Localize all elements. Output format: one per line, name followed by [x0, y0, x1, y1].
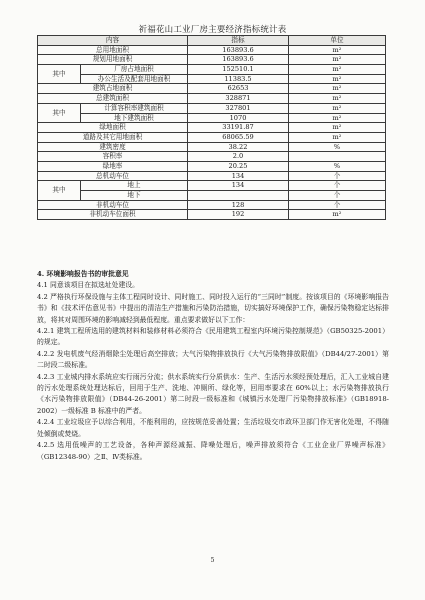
page-number: 5 [210, 557, 215, 564]
row-unit: 个 [289, 171, 386, 181]
table-row [38, 171, 386, 181]
row-name: 道路及其它用地面积 [38, 132, 188, 142]
table-row [38, 74, 386, 84]
row-name: 建筑密度 [38, 142, 188, 152]
row-unit: m² [289, 65, 386, 75]
row-name: 厂房占地面积 [81, 65, 188, 75]
paragraph-list [37, 280, 389, 463]
row-name: 非机动车位 [38, 200, 188, 210]
row-unit: m² [289, 55, 386, 65]
row-value: 134 [188, 171, 289, 181]
row-unit: m² [289, 84, 386, 94]
row-unit: m² [289, 210, 386, 220]
table-row [38, 55, 386, 65]
row-value: 328871 [188, 94, 289, 104]
row-name: 办公生活及配套用地面积 [81, 74, 188, 84]
section-heading: 4. 环境影响报告书的审批意见 [37, 270, 129, 278]
row-value: 11383.5 [188, 74, 289, 84]
row-group: 其中 [38, 103, 81, 122]
table-row [38, 210, 386, 220]
row-value: 62653 [188, 84, 289, 94]
row-unit: % [289, 142, 386, 152]
row-value: 152510.1 [188, 65, 289, 75]
row-group: 其中 [38, 65, 81, 84]
table-row [38, 142, 386, 152]
row-unit: % [289, 161, 386, 171]
row-value: 327801 [188, 103, 289, 113]
row-name: 计算容积率建筑面积 [81, 103, 188, 113]
row-value: 163893.6 [188, 45, 289, 55]
row-value: 2.0 [188, 152, 289, 162]
row-name: 建筑占地面积 [38, 84, 188, 94]
row-name: 容积率 [38, 152, 188, 162]
row-value: 68065.59 [188, 132, 289, 142]
row-name: 非机动车位面积 [38, 210, 188, 220]
row-name: 总机动车位 [38, 171, 188, 181]
row-value: 192 [188, 210, 289, 220]
header-value: 指标 [188, 36, 289, 46]
row-unit: m² [289, 132, 386, 142]
row-name: 地下建筑面积 [81, 113, 188, 123]
approval-opinions [37, 269, 389, 463]
body-paragraph: 4.2 严格执行环保设施与主体工程同时设计、同时施工、同时投入运行的“三同时”制度。按该项目的《环境影响报告书》和《技术评估意见书》中提出的清洁生产措施和污染防治措施，切实搞好环境保护工作，确保污染物稳定达标排放，将其对周围环境的影响减轻到最低程度。重点要求做好以下工作： [37, 292, 389, 324]
table-row [38, 84, 386, 94]
body-paragraph: 4.2.3 工业城内排水系统应实行雨污分流；供水系统实行分质供水：生产、生活污水须经预处理后，汇入工业城自建的污水处理系统处理达标后，回用于生产、洗地、冲厕所、绿化等，回用率要求在 60%以上；水污染物排放执行《水污染物排放限值》（DB44-26-2001）第二时段一级标准和《城镇污水处理厂污染物排放标准》（GB18918-2002）一级标准 B 标准中的严者。 [37, 372, 389, 415]
row-value: 163893.6 [188, 55, 289, 65]
row-unit [289, 152, 386, 162]
row-unit: m² [289, 123, 386, 133]
table-row [38, 161, 386, 171]
row-name: 规划用地面积 [38, 55, 188, 65]
row-unit: m² [289, 74, 386, 84]
table-row [38, 191, 386, 201]
economic-indicators-table [37, 35, 386, 220]
row-unit: m² [289, 45, 386, 55]
row-unit: 个 [289, 191, 386, 201]
row-value: 1070 [188, 113, 289, 123]
table-row [38, 103, 386, 113]
body-paragraph: 4.2.2 发电机废气经消烟除尘处理后高空排放；大气污染物排放执行《大气污染物排放限值》（DB44/27-2001）第二时段二级标准。 [37, 349, 389, 370]
table-row [38, 94, 386, 104]
row-value: 38.22 [188, 142, 289, 152]
table-row [38, 65, 386, 75]
body-paragraph: 4.2.5 选用低噪声的工艺设备，各种声源经减振、降噪处理后，噪声排放须符合《工业企业厂界噪声标准》（GB12348-90）之Ⅱ、Ⅳ类标准。 [37, 441, 389, 461]
row-value: 128 [188, 200, 289, 210]
row-unit: m² [289, 103, 386, 113]
row-name: 地下 [81, 191, 188, 201]
row-unit: 个 [289, 200, 386, 210]
table-row [38, 45, 386, 55]
row-name: 总用地面积 [38, 45, 188, 55]
row-name: 绿地面积 [38, 123, 188, 133]
table-row [38, 132, 386, 142]
table-row [38, 181, 386, 191]
row-value: 33191.87 [188, 123, 289, 133]
row-value [188, 191, 289, 201]
row-name: 绿地率 [38, 161, 188, 171]
header-content: 内容 [38, 36, 188, 46]
table-row [38, 113, 386, 123]
table-row [38, 123, 386, 133]
body-paragraph: 4.1 同意该项目在拟选址处建设。 [37, 281, 140, 290]
row-name: 地上 [81, 181, 188, 191]
body-paragraph: 4.2.1 建筑工程所选用的建筑材料和装修材料必须符合《民用建筑工程室内环境污染控制规范》（GB50325-2001）的规定。 [37, 327, 389, 347]
row-unit: m² [289, 113, 386, 123]
row-unit: 个 [289, 181, 386, 191]
body-paragraph: 4.2.4 工业垃圾应予以综合利用，不能利用的，应按规范妥善处置；生活垃圾交市政环卫部门作无害化处理，不得随处倾倒或焚烧。 [37, 418, 389, 438]
table-row [38, 200, 386, 210]
table-title: 祈福花山工业厂房主要经济指标统计表 [138, 25, 287, 35]
table-row [38, 152, 386, 162]
row-value: 20.25 [188, 161, 289, 171]
row-unit: m² [289, 94, 386, 104]
header-unit: 单位 [289, 36, 386, 46]
row-group: 其中 [38, 181, 81, 200]
row-name: 总建筑面积 [38, 94, 188, 104]
row-value: 134 [188, 181, 289, 191]
table-header-row [38, 36, 386, 46]
